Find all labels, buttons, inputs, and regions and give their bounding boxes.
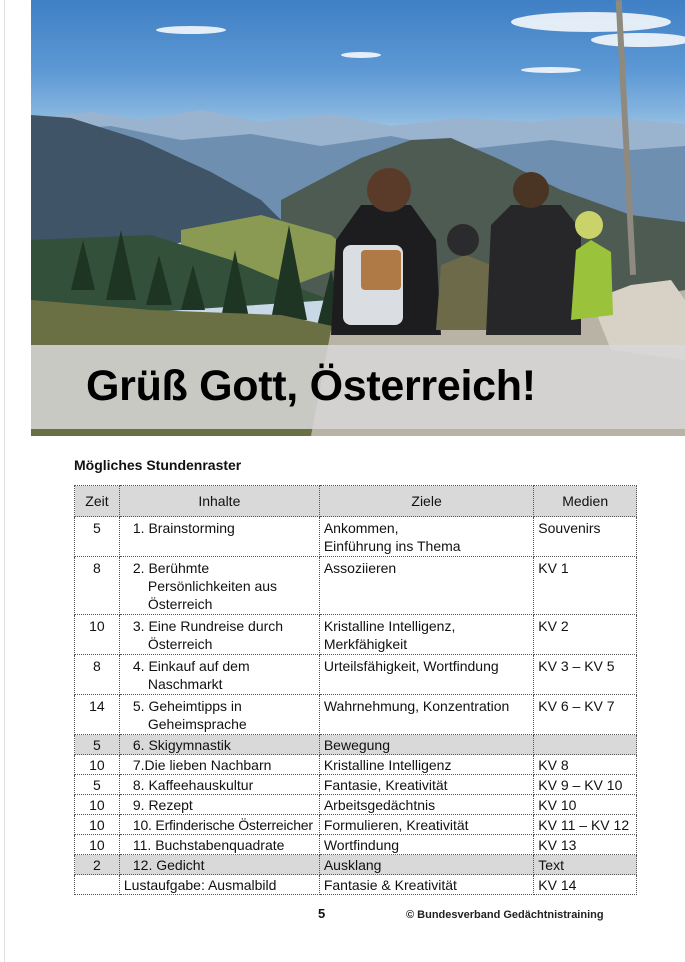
cell-medien: KV 6 – KV 7: [534, 695, 637, 735]
cell-medien: KV 2: [534, 615, 637, 655]
cell-inhalte-text: 3. Eine Rundreise durch Österreich: [132, 618, 284, 652]
cell-zeit: 2: [75, 855, 120, 875]
cell-zeit: 10: [75, 815, 120, 835]
cell-zeit: [75, 875, 120, 895]
cell-inhalte-text: 1. Brainstorming: [132, 520, 235, 536]
page-number: 5: [318, 906, 326, 921]
cell-medien: [534, 735, 637, 755]
cell-inhalte: [119, 615, 319, 655]
table-row: [75, 855, 637, 875]
page-edge: [4, 0, 5, 962]
table-row: [75, 615, 637, 655]
cell-medien: KV 8: [534, 755, 637, 775]
cell-inhalte: 6. Skigymnastik: [119, 735, 319, 755]
cell-ziele: Fantasie, Kreativität: [319, 775, 533, 795]
column-header-zeit: Zeit: [75, 486, 120, 517]
cell-ziele-text: Kristalline Intelligenz, Merkfähigkeit: [323, 618, 456, 652]
cell-inhalte: [119, 655, 319, 695]
column-header-ziele: Ziele: [319, 486, 533, 517]
cell-zeit: 10: [75, 795, 120, 815]
cell-inhalte: 11. Buchstabenquadrate: [119, 835, 319, 855]
cell-medien: KV 3 – KV 5: [534, 655, 637, 695]
table-row: [75, 875, 637, 895]
cell-ziele: Wahrnehmung, Konzentration: [319, 695, 533, 735]
cell-inhalte-text: 2. Berühmte Persönlichkeiten aus Österreich: [132, 560, 278, 612]
cell-ziele: Ausklang: [319, 855, 533, 875]
column-header-medien: Medien: [534, 486, 637, 517]
cell-inhalte: [119, 517, 319, 557]
cell-medien: KV 10: [534, 795, 637, 815]
cell-zeit: 10: [75, 755, 120, 775]
cell-medien: Text: [534, 855, 637, 875]
table-row: [75, 775, 637, 795]
cell-inhalte: [119, 557, 319, 615]
cell-ziele: Bewegung: [319, 735, 533, 755]
cell-inhalte: Lustaufgabe: Ausmalbild: [119, 875, 319, 895]
cell-medien: KV 13: [534, 835, 637, 855]
copyright-notice: © Bundesverband Gedächtnistraining: [406, 909, 604, 921]
cell-ziele: Kristalline Intelligenz: [319, 755, 533, 775]
table-row: [75, 695, 637, 735]
cell-ziele: Fantasie & Kreativität: [319, 875, 533, 895]
cell-medien: KV 11 – KV 12: [534, 815, 637, 835]
column-header-inhalte: Inhalte: [119, 486, 319, 517]
cell-zeit: 8: [75, 557, 120, 615]
cell-inhalte-text: 5. Geheimtipps in Geheimsprache: [132, 698, 247, 732]
cell-zeit: 14: [75, 695, 120, 735]
table-row: [75, 755, 637, 775]
clouds: [156, 12, 685, 73]
cell-medien: KV 14: [534, 875, 637, 895]
schedule-title: Mögliches Stundenraster: [74, 457, 242, 473]
cell-ziele-text: Ankommen, Einführung ins Thema: [323, 520, 461, 554]
cell-ziele: [319, 517, 533, 557]
cell-zeit: 5: [75, 735, 120, 755]
cell-medien: KV 1: [534, 557, 637, 615]
cell-zeit: 10: [75, 615, 120, 655]
cell-ziele: Assoziieren: [319, 557, 533, 615]
table-row: [75, 517, 637, 557]
cell-zeit: 10: [75, 835, 120, 855]
cell-medien: KV 9 – KV 10: [534, 775, 637, 795]
schedule-table: [74, 485, 637, 895]
cell-inhalte: [119, 695, 319, 735]
cell-inhalte: 8. Kaffeehauskultur: [119, 775, 319, 795]
table-row: [75, 835, 637, 855]
cell-inhalte-text: 4. Einkauf auf dem Naschmarkt: [132, 658, 250, 692]
cell-zeit: 5: [75, 517, 120, 557]
table-row: [75, 557, 637, 615]
cell-zeit: 5: [75, 775, 120, 795]
cell-ziele: Arbeitsgedächtnis: [319, 795, 533, 815]
table-header-row: [75, 486, 637, 517]
table-row: [75, 735, 637, 755]
cell-inhalte: 7.Die lieben Nachbarn: [119, 755, 319, 775]
table-row: [75, 815, 637, 835]
cell-zeit: 8: [75, 655, 120, 695]
page-title: Grüß Gott, Österreich!: [86, 362, 536, 410]
cell-ziele: Formulieren, Kreativität: [319, 815, 533, 835]
cell-ziele: Wortfindung: [319, 835, 533, 855]
table-row: [75, 795, 637, 815]
cell-inhalte: 10. Erfinderische Österreicher: [119, 815, 319, 835]
table-row: [75, 655, 637, 695]
cell-inhalte: 12. Gedicht: [119, 855, 319, 875]
cell-ziele: Urteilsfähigkeit, Wortfindung: [319, 655, 533, 695]
cell-inhalte: 9. Rezept: [119, 795, 319, 815]
cell-medien: Souvenirs: [534, 517, 637, 557]
cell-ziele: [319, 615, 533, 655]
